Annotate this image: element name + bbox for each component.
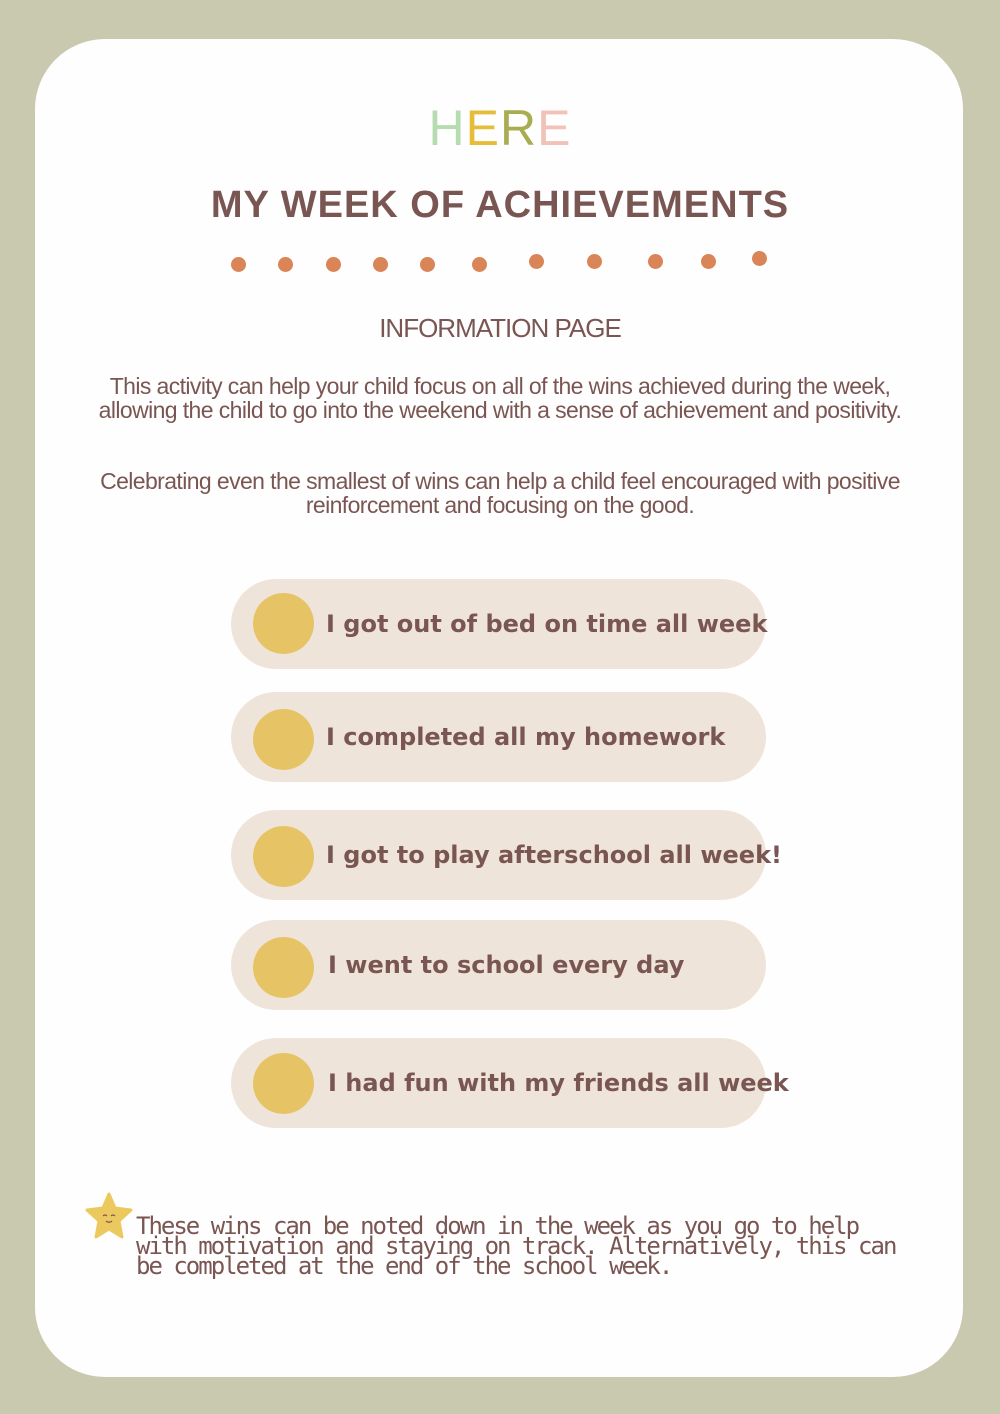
achievement-item <box>231 692 766 782</box>
achievement-item <box>231 1038 789 1128</box>
achievement-label: I completed all my homework <box>326 723 726 751</box>
intro-paragraph-1: This activity can help your child focus on all of the wins achieved during the week, allowing the child to go into the weekend with a sense of achievement and positivity. <box>98 373 902 423</box>
brand-logo <box>0 98 1000 158</box>
achievement-circle-icon <box>253 1053 314 1114</box>
achievement-circle-icon <box>253 593 314 654</box>
star-icon <box>85 1192 133 1240</box>
achievement-item <box>231 920 766 1010</box>
logo-letter-e-2: E <box>537 100 572 156</box>
achievement-circle-icon <box>253 826 314 887</box>
achievement-circle-icon <box>253 937 314 998</box>
intro-paragraph-2: Celebrating even the smallest of wins can help a child feel encouraged with positive reinforcement and focusing on the good. <box>100 468 900 518</box>
page-subtitle: INFORMATION PAGE <box>379 313 621 343</box>
footer-note: These wins can be noted down in the week as you go to help with motivation and staying on track. Alternatively, this can be completed at the end of the school week. <box>136 1212 896 1280</box>
page-title: MY WEEK OF ACHIEVEMENTS <box>210 184 790 226</box>
achievement-label: I had fun with my friends all week <box>328 1069 789 1097</box>
achievement-circle-icon <box>253 709 314 770</box>
logo-letter-r: R <box>500 100 538 156</box>
achievement-label: I got out of bed on time all week <box>326 610 768 638</box>
logo-letter-h: H <box>428 100 466 156</box>
achievement-label: I got to play afterschool all week! <box>326 841 782 869</box>
logo-letter-e: E <box>465 100 500 156</box>
achievement-item <box>231 810 782 900</box>
achievement-label: I went to school every day <box>328 951 685 979</box>
achievement-item <box>231 579 766 669</box>
